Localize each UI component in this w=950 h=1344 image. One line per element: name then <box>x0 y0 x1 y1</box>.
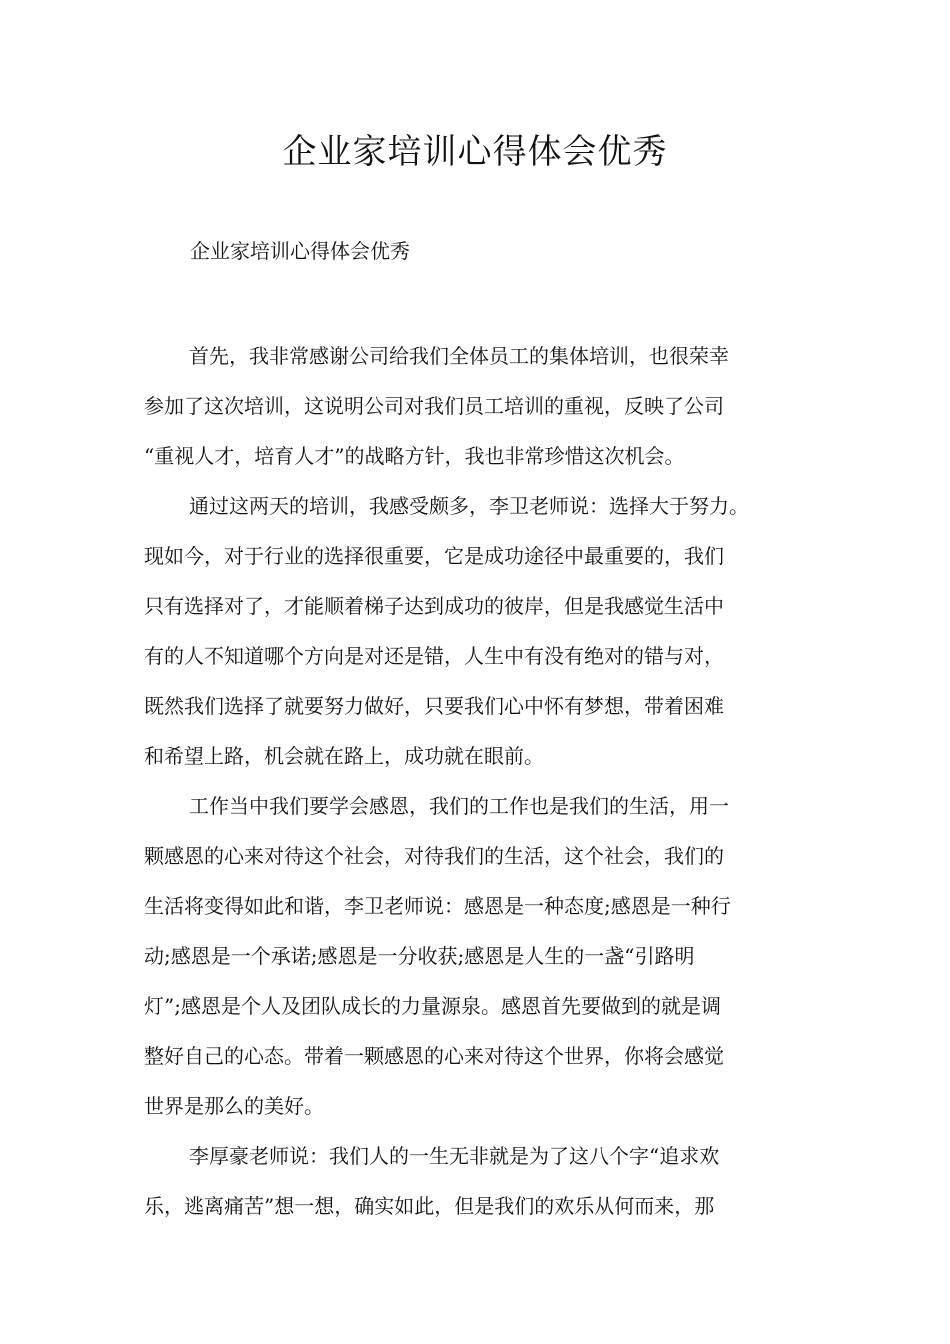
paragraph-line: 生活将变得如此和谐，李卫老师说：感恩是一种态度;感恩是一种行 <box>144 894 731 918</box>
paragraph-line: 现如今，对于行业的选择很重要，它是成功途径中最重要的，我们 <box>144 544 724 568</box>
paragraph-line: 既然我们选择了就要努力做好，只要我们心中怀有梦想，带着困难 <box>144 694 724 718</box>
paragraph-line: 和希望上路，机会就在路上，成功就在眼前。 <box>144 744 544 768</box>
paragraph-line: 乐，逃离痛苦”想一想，确实如此，但是我们的欢乐从何而来，那 <box>144 1194 715 1218</box>
paragraph-first-line: 通过这两天的培训，我感受颇多，李卫老师说：选择大于努力。 <box>189 494 749 518</box>
paragraph-line: 整好自己的心态。带着一颗感恩的心来对待这个世界，你将会感觉 <box>144 1044 724 1068</box>
paragraph-line: 只有选择对了，才能顺着梯子达到成功的彼岸，但是我感觉生活中 <box>144 594 724 618</box>
document-subtitle: 企业家培训心得体会优秀 <box>190 239 410 263</box>
paragraph-first-line: 李厚豪老师说：我们人的一生无非就是为了这八个字“追求欢 <box>189 1144 720 1168</box>
paragraph-line: 动;感恩是一个承诺;感恩是一分收获;感恩是人生的一盏“引路明 <box>144 944 695 968</box>
paragraph-line: 参加了这次培训，这说明公司对我们员工培训的重视，反映了公司 <box>144 394 724 418</box>
paragraph-line: 灯”;感恩是个人及团队成长的力量源泉。感恩首先要做到的就是调 <box>144 994 721 1018</box>
paragraph-first-line: 首先，我非常感谢公司给我们全体员工的集体培训，也很荣幸 <box>189 344 729 368</box>
paragraph-line: “重视人才，培育人才”的战略方针，我也非常珍惜这次机会。 <box>144 444 685 468</box>
paragraph-line: 颗感恩的心来对待这个社会，对待我们的生活，这个社会，我们的 <box>144 844 724 868</box>
paragraph-line: 有的人不知道哪个方向是对还是错，人生中有没有绝对的错与对， <box>144 644 724 668</box>
paragraph-line: 世界是那么的美好。 <box>144 1094 324 1118</box>
document-title: 企业家培训心得体会优秀 <box>282 132 668 172</box>
document-body <box>144 331 809 1231</box>
paragraph-first-line: 工作当中我们要学会感恩，我们的工作也是我们的生活，用一 <box>189 794 729 818</box>
